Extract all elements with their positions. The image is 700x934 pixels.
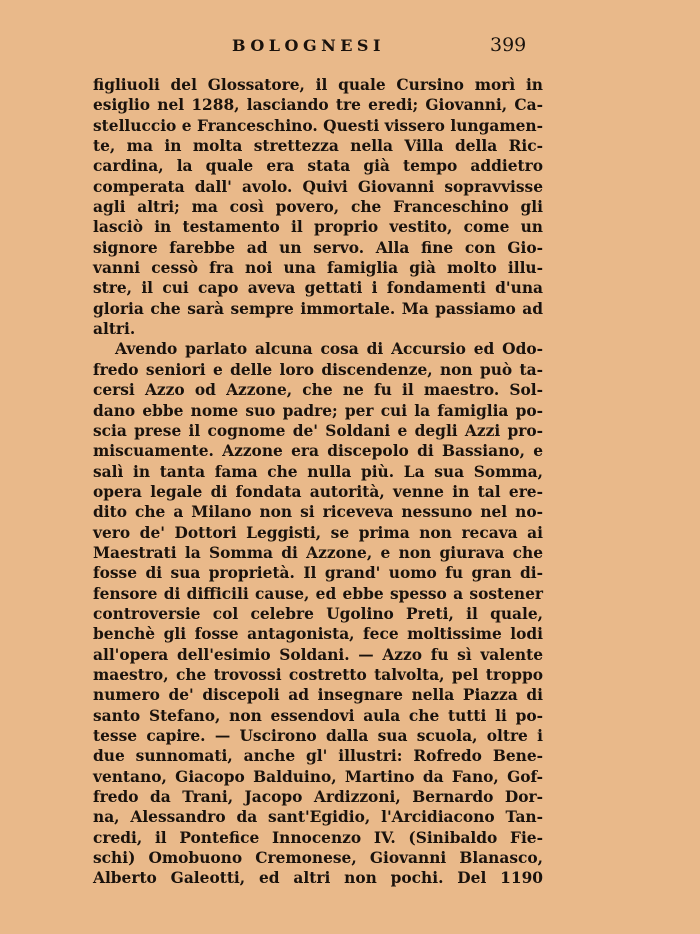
page-number: 399 bbox=[490, 34, 527, 56]
text-line: santo Stefano, non essendovi aula che tutti li po- bbox=[93, 706, 543, 725]
text-line: fredo da Trani, Jacopo Ardizzoni, Bernardo Dor- bbox=[93, 788, 543, 807]
text-line: scia prese il cognome de' Soldani e degli Azzi pro- bbox=[93, 421, 543, 440]
text-line: fosse di sua proprietà. Il grand' uomo fu gran di- bbox=[93, 564, 543, 583]
text-line: benchè gli fosse antagonista, fece moltissime lodi bbox=[93, 625, 543, 644]
text-line: fredo seniori e delle loro discendenze, non può ta- bbox=[93, 360, 543, 379]
text-line: signore farebbe ad un servo. Alla fine con Gio- bbox=[93, 238, 543, 257]
paragraph-start-line: Avendo parlato alcuna cosa di Accursio ed Odo- bbox=[115, 340, 543, 359]
text-line: salì in tanta fama che nulla più. La sua Somma, bbox=[93, 462, 543, 481]
text-line: numero de' discepoli ad insegnare nella Piazza di bbox=[93, 686, 543, 705]
text-line: esiglio nel 1288, lasciando tre eredi; Giovanni, Ca- bbox=[93, 96, 543, 115]
text-line: figliuoli del Glossatore, il quale Cursino morì in bbox=[93, 76, 543, 94]
text-line: te, ma in molta strettezza nella Villa della Ric- bbox=[93, 137, 543, 156]
text-line: miscuamente. Azzone era discepolo di Bassiano, e bbox=[93, 442, 543, 461]
text-line: cardina, la quale era stata già tempo addietro bbox=[93, 157, 543, 176]
text-line: dito che a Milano non si riceveva nessuno nel no- bbox=[93, 503, 543, 522]
text-line: stelluccio e Franceschino. Questi vissero lungamen- bbox=[93, 116, 543, 135]
text-line: na, Alessandro da sant'Egidio, l'Arcidiacono Tan- bbox=[93, 808, 543, 827]
text-line: lasciò in testamento il proprio vestito, come un bbox=[93, 218, 543, 237]
text-line: comperata dall' avolo. Quivi Giovanni sopravvisse bbox=[93, 177, 543, 196]
text-line: opera legale di fondata autorità, venne in tal ere- bbox=[93, 482, 543, 501]
text-line: agli altri; ma così povero, che Franceschino gli bbox=[93, 198, 543, 217]
text-line: tesse capire. — Uscirono dalla sua scuola, oltre i bbox=[93, 727, 543, 745]
text-line: stre, il cui capo aveva gettati i fondamenti d'una bbox=[93, 279, 543, 298]
text-line: maestro, che trovossi costretto talvolta, pel troppo bbox=[93, 665, 543, 684]
text-line: Maestrati la Somma di Azzone, e non giurava che bbox=[93, 543, 543, 562]
paragraph-end-line: altri. bbox=[93, 320, 136, 339]
text-line: Alberto Galeotti, ed altri non pochi. Del 1190 bbox=[93, 869, 543, 888]
text-line: controversie col celebre Ugolino Preti, il quale, bbox=[93, 604, 543, 623]
text-line: schi) Omobuono Cremonese, Giovanni Blanasco, bbox=[93, 849, 543, 868]
running-head bbox=[0, 36, 700, 60]
text-line: cersi Azzo od Azzone, che ne fu il maestro. Sol- bbox=[93, 381, 543, 400]
running-title: BOLOGNESI bbox=[232, 36, 385, 55]
text-line: fensore di difficili cause, ed ebbe spesso a sostener bbox=[93, 584, 543, 603]
body-text bbox=[93, 75, 543, 889]
text-line: vero de' Dottori Leggisti, se prima non recava ai bbox=[93, 523, 543, 542]
text-line: all'opera dell'esimio Soldani. — Azzo fu sì valente bbox=[93, 645, 543, 664]
text-line: dano ebbe nome suo padre; per cui la famiglia po- bbox=[93, 401, 543, 420]
text-line: due sunnomati, anche gl' illustri: Rofredo Bene- bbox=[93, 747, 543, 766]
text-line: vanni cessò fra noi una famiglia già molto illu- bbox=[93, 259, 543, 278]
text-line: ventano, Giacopo Balduino, Martino da Fano, Gof- bbox=[93, 767, 543, 786]
text-line: gloria che sarà sempre immortale. Ma passiamo ad bbox=[93, 299, 543, 318]
text-line: credi, il Pontefice Innocenzo IV. (Sinibaldo Fie- bbox=[93, 828, 543, 847]
